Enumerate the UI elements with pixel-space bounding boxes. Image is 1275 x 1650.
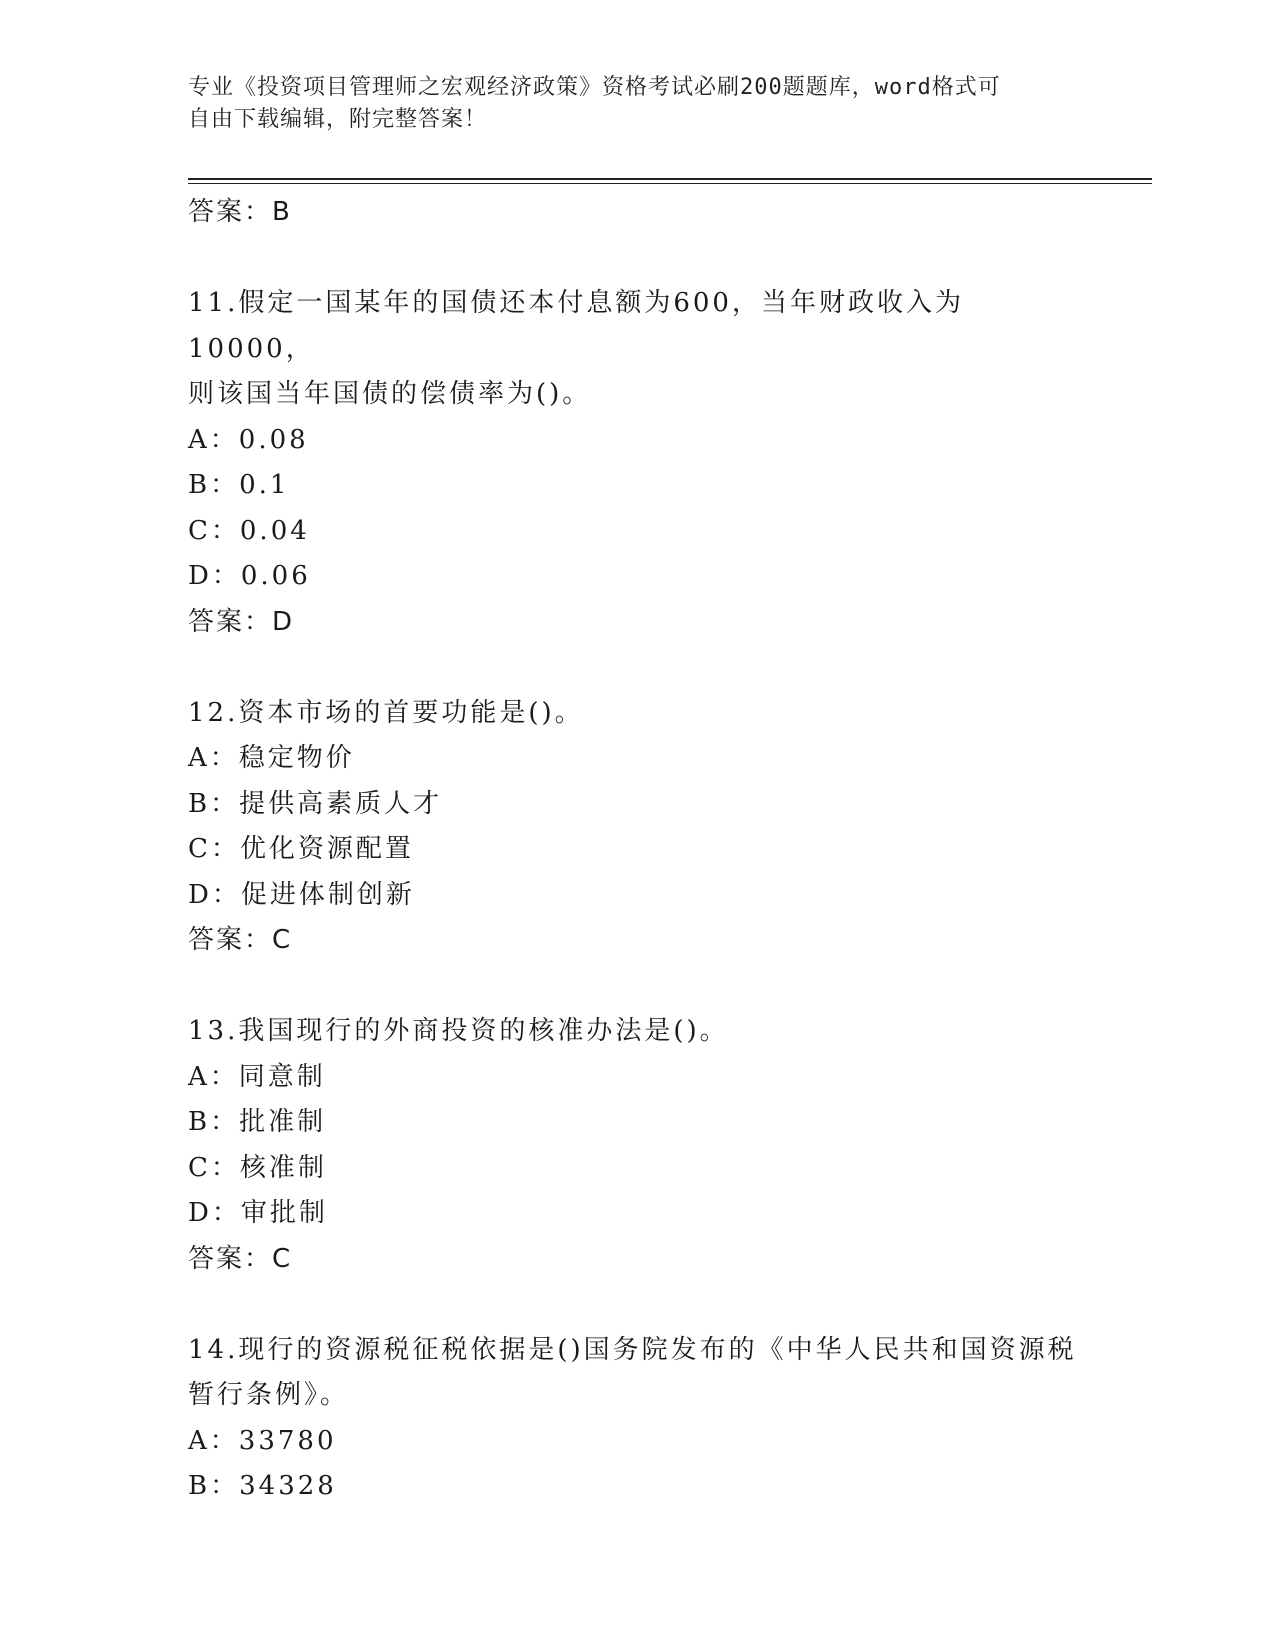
spacer: [188, 236, 1088, 282]
spacer: [188, 964, 1088, 1010]
option-a: A：同意制: [188, 1061, 326, 1092]
question-block: [188, 1009, 1088, 1282]
question-stem-line: 14.现行的资源税征税依据是()国务院发布的《中华人民共和国资源税: [188, 1334, 1077, 1365]
option-b: B：34328: [188, 1471, 337, 1501]
question-block: [188, 691, 1088, 964]
document-header: [188, 72, 1068, 136]
question-stem-line: 12.资本市场的首要功能是()。: [188, 697, 584, 728]
answer-line: 答案：D: [188, 606, 295, 637]
question-stem-line: 13.我国现行的外商投资的核准办法是()。: [188, 1016, 729, 1046]
option-c: C：优化资源配置: [188, 834, 414, 864]
option-a: A：稳定物价: [188, 743, 355, 773]
option-b: B：批准制: [188, 1107, 327, 1137]
question-stem-line: 11.假定一国某年的国债还本付息额为600，当年财政收入为10000，: [188, 288, 964, 364]
question-stem-line: 则该国当年国债的偿债率为()。: [188, 379, 592, 409]
question-block: [188, 281, 1088, 645]
option-c: C：0.04: [188, 515, 310, 546]
option-a: A：33780: [188, 1425, 337, 1456]
option-b: B：提供高素质人才: [188, 788, 443, 819]
spacer: [188, 645, 1088, 691]
answer-line: 答案：C: [188, 1243, 293, 1274]
answer-line: 答案：C: [188, 925, 293, 955]
question-stem-line: 暂行条例》。: [188, 1380, 350, 1410]
header-rule-thick: [188, 178, 1152, 180]
header-rule-thin: [188, 183, 1152, 184]
option-d: D：审批制: [188, 1198, 328, 1228]
question-list: [188, 190, 1088, 1510]
spacer: [188, 1282, 1088, 1328]
option-d: D：0.06: [188, 561, 311, 591]
option-b: B：0.1: [188, 470, 290, 500]
question-block: [188, 1328, 1088, 1510]
option-c: C：核准制: [188, 1152, 327, 1183]
header-line-2: 自由下载编辑，附完整答案！: [188, 107, 488, 132]
header-line-1: 专业《投资项目管理师之宏观经济政策》资格考试必刷200题题库，word格式可: [188, 75, 1001, 100]
option-d: D：促进体制创新: [188, 879, 415, 910]
option-a: A：0.08: [188, 424, 309, 455]
answer-line: 答案：B: [188, 197, 292, 227]
